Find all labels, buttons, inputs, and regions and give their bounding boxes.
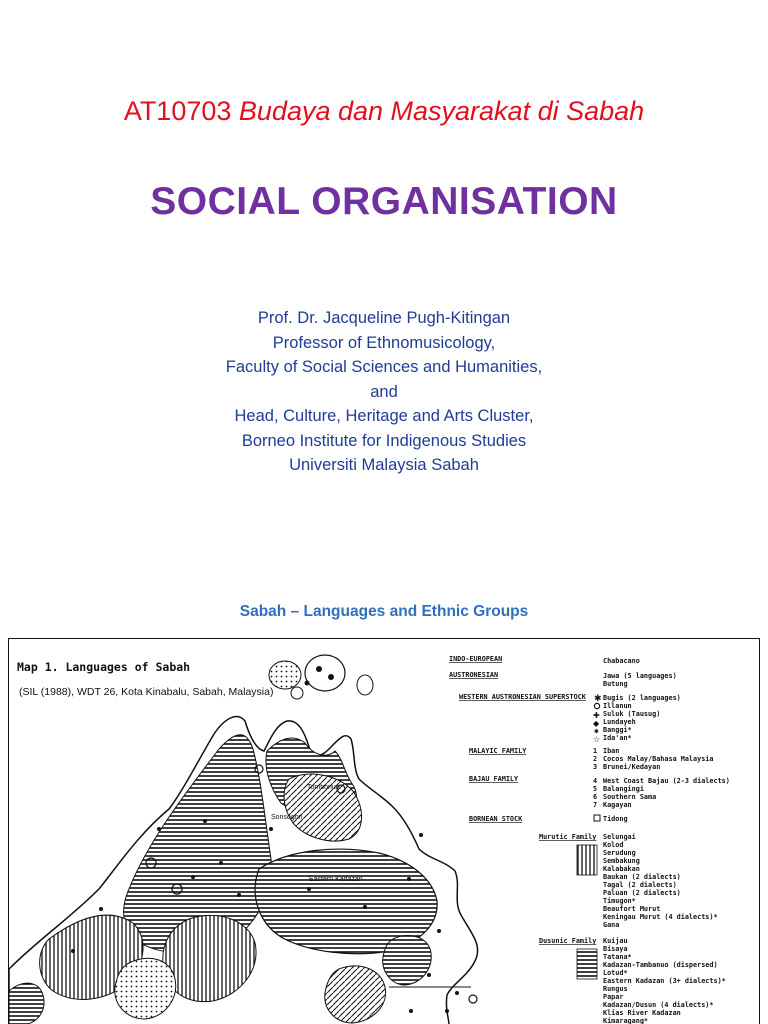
legend-item: Kuijau bbox=[603, 937, 628, 945]
legend-bornean-stock: BORNEAN STOCK bbox=[469, 815, 523, 823]
legend-number: 1 bbox=[593, 747, 598, 755]
map-heading: Map 1. Languages of Sabah bbox=[17, 660, 191, 674]
legend-item: Kalabakan bbox=[603, 865, 640, 873]
legend-item: Butung bbox=[603, 680, 628, 688]
legend-item: Bugis (2 languages) bbox=[603, 694, 681, 702]
legend-item: Baukan (2 dialects) bbox=[603, 873, 681, 881]
course-name: Budaya dan Masyarakat di Sabah bbox=[238, 96, 645, 126]
legend-number: 4 bbox=[593, 777, 598, 785]
map-source: (SIL (1988), WDT 26, Kota Kinabalu, Sabah, Malaysia) bbox=[19, 686, 274, 698]
legend-item: Eastern Kadazan (3+ dialects)* bbox=[603, 977, 726, 985]
author-line: Borneo Institute for Indigenous Studies bbox=[241, 431, 527, 450]
legend-item: Gana bbox=[603, 921, 620, 929]
author-block bbox=[0, 306, 768, 478]
legend-item: Timugon* bbox=[603, 897, 636, 905]
author-line: Prof. Dr. Jacqueline Pugh-Kitingan bbox=[257, 309, 511, 327]
legend-malayic-family: MALAYIC FAMILY bbox=[469, 747, 527, 755]
legend-item: Tatana* bbox=[603, 953, 632, 961]
square-icon bbox=[594, 815, 600, 821]
course-heading bbox=[0, 96, 768, 127]
legend-item: Rungus bbox=[603, 985, 628, 993]
label-sonsogon: Sonsogon bbox=[271, 814, 303, 821]
legend-item: Brunei/Kedayan bbox=[603, 763, 661, 771]
murutic-swatch bbox=[577, 845, 597, 875]
map-caption: Sabah – Languages and Ethnic Groups bbox=[239, 603, 529, 620]
legend-indo-european: INDO-EUROPEAN bbox=[449, 655, 503, 663]
legend-austronesian: AUSTRONESIAN bbox=[449, 671, 499, 679]
legend-murutic-family: Murutic Family bbox=[539, 833, 597, 841]
legend-item: Sembakung bbox=[603, 857, 640, 865]
legend-item: Papar bbox=[603, 993, 624, 1001]
legend-item: West Coast Bajau (2-3 dialects) bbox=[603, 777, 730, 785]
star-icon: ☆ bbox=[593, 735, 601, 744]
legend-number: 7 bbox=[593, 801, 598, 809]
legend-item: Bisaya bbox=[603, 945, 628, 953]
diamond-icon: ◆ bbox=[593, 719, 600, 728]
legend-item: Lundayeh bbox=[603, 718, 636, 726]
legend-number: 6 bbox=[593, 793, 598, 801]
legend-item: Chabacano bbox=[603, 657, 640, 665]
legend-western-superstock: WESTERN AUSTRONESIAN SUPERSTOCK bbox=[459, 693, 586, 701]
author-line: Head, Culture, Heritage and Arts Cluster, bbox=[234, 407, 534, 425]
author-line: Universiti Malaysia Sabah bbox=[289, 456, 479, 474]
legend-bajau-family: BAJAU FAMILY bbox=[469, 775, 519, 783]
legend-number: 2 bbox=[593, 755, 598, 763]
legend-item: Kimaragang* bbox=[603, 1017, 649, 1024]
star-icon: ✚ bbox=[593, 711, 600, 720]
legend-item: Kadazan/Dusun (4 dialects)* bbox=[603, 1001, 714, 1009]
star-icon: ✷ bbox=[593, 727, 600, 736]
legend-item: Kolod bbox=[603, 841, 624, 849]
legend-item: Kadazan-Tambanuo (dispersed) bbox=[603, 961, 718, 969]
legend-item: Illanun bbox=[603, 702, 632, 710]
legend-item: Banggi* bbox=[603, 726, 632, 734]
legend-number: 5 bbox=[593, 785, 598, 793]
legend-item: Paluan (2 dialects) bbox=[603, 889, 681, 897]
legend-item: Balangingi bbox=[603, 785, 644, 793]
star-icon: ✱ bbox=[594, 694, 602, 704]
slide-title: SOCIAL ORGANISATION bbox=[150, 180, 618, 223]
legend-item: Keningau Murut (4 dialects)* bbox=[603, 913, 718, 921]
legend-item: Klias River Kadazan bbox=[603, 1009, 681, 1017]
legend-item: Cocos Malay/Bahasa Malaysia bbox=[603, 755, 714, 763]
author-line: and bbox=[370, 382, 398, 401]
circle-icon bbox=[594, 703, 599, 708]
legend-item: Selungai bbox=[603, 833, 636, 841]
label-tombonuo: Tombonuo bbox=[307, 784, 340, 791]
legend-item: Suluk (Tausug) bbox=[603, 710, 661, 718]
legend-dusunic-family: Dusunic Family bbox=[539, 937, 597, 945]
author-line: Professor of Ethnomusicology, bbox=[272, 333, 496, 352]
legend-item: Tidong bbox=[603, 815, 628, 823]
map-figure bbox=[9, 639, 760, 1024]
legend-item: Lotud* bbox=[603, 969, 628, 977]
legend-item: Kagayan bbox=[603, 801, 632, 809]
languages-map bbox=[8, 638, 760, 1024]
label-eastern-kadazan: Eastern Kadazan bbox=[309, 876, 363, 883]
course-code: AT10703 bbox=[123, 96, 232, 126]
legend-item: Jawa (5 languages) bbox=[603, 672, 677, 680]
legend-number: 3 bbox=[593, 763, 598, 771]
legend-item: Beaufort Murut bbox=[603, 905, 661, 913]
dusunic-swatch bbox=[577, 949, 597, 979]
legend-item: Tagal (2 dialects) bbox=[603, 881, 677, 889]
legend-item: Ida'an* bbox=[603, 734, 632, 742]
legend-item: Iban bbox=[603, 747, 620, 755]
island-balambangan bbox=[305, 655, 345, 691]
island-banggi bbox=[269, 661, 301, 689]
legend-item: Serudung bbox=[603, 849, 636, 857]
legend-item: Southern Sama bbox=[603, 793, 657, 801]
author-line: Faculty of Social Sciences and Humanities, bbox=[225, 358, 543, 376]
